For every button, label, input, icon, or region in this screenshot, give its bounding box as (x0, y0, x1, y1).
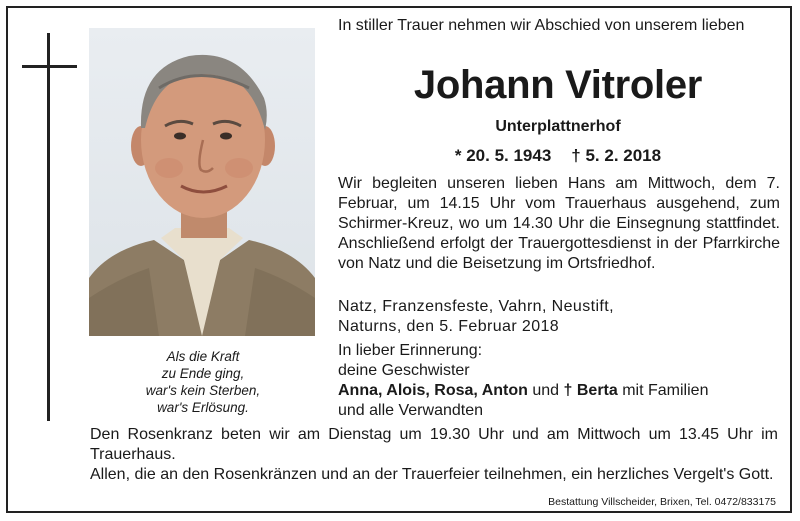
death-date: † 5. 2. 2018 (571, 146, 662, 165)
deceased-name: Johann Vitroler (413, 63, 703, 107)
undertaker-contact: Bestattung Villscheider, Brixen, Tel. 0472/833175 (548, 496, 776, 508)
conjunction: und (527, 382, 564, 399)
siblings-living: Anna, Alois, Rosa, Anton (338, 382, 528, 399)
mourners (338, 341, 780, 421)
quote-line: war's kein Sterben, (145, 383, 261, 398)
life-dates (338, 145, 778, 167)
siblings-line (338, 381, 780, 401)
cross-horizontal-bar (22, 65, 77, 68)
places-and-date (338, 297, 780, 337)
memory-relation: deine Geschwister (338, 362, 470, 379)
quote-line: zu Ende ging, (161, 366, 245, 381)
cross-vertical-bar (47, 33, 50, 421)
birth-date: * 20. 5. 1943 (454, 146, 552, 165)
places-date-line: Naturns, den 5. Februar 2018 (338, 318, 560, 335)
with-families: mit Familien (617, 382, 709, 399)
quote-line: war's Erlösung. (157, 400, 249, 415)
sibling-deceased: † Berta (563, 382, 618, 399)
intro-text: In stiller Trauer nehmen wir Abschied von unserem lieben (338, 17, 745, 34)
rosary-notice: Den Rosenkranz beten wir am Dienstag um 19.30 Uhr und am Mittwoch um 13.45 Uhr im Trauerhaus. (90, 426, 778, 463)
thanks-notice: Allen, die an den Rosenkränzen und an der Trauerfeier teilnehmen, ein herzliches Vergelt's Gott. (90, 466, 774, 483)
memory-heading: In lieber Erinnerung: (338, 342, 483, 359)
places-line: Natz, Franzensfeste, Vahrn, Neustift, (338, 298, 614, 315)
quote-line: Als die Kraft (166, 349, 240, 364)
relatives-line: und alle Verwandten (338, 402, 483, 419)
funeral-details: Wir begleiten unseren lieben Hans am Mittwoch, dem 7. Februar, um 14.15 Uhr vom Trauerhaus ausgehend, zum Schirmer-Kreuz, wo um 14.30 Uhr die Einsegnung stattfindet. Anschließend erfolgt der Trauergottesdienst in der Pfarrkirche von Natz und die Beisetzung im Ortsfriedhof. (338, 175, 780, 272)
farm-name: Unterplattnerhof (495, 118, 621, 135)
portrait-photo (89, 28, 315, 336)
memorial-quote (110, 348, 296, 416)
